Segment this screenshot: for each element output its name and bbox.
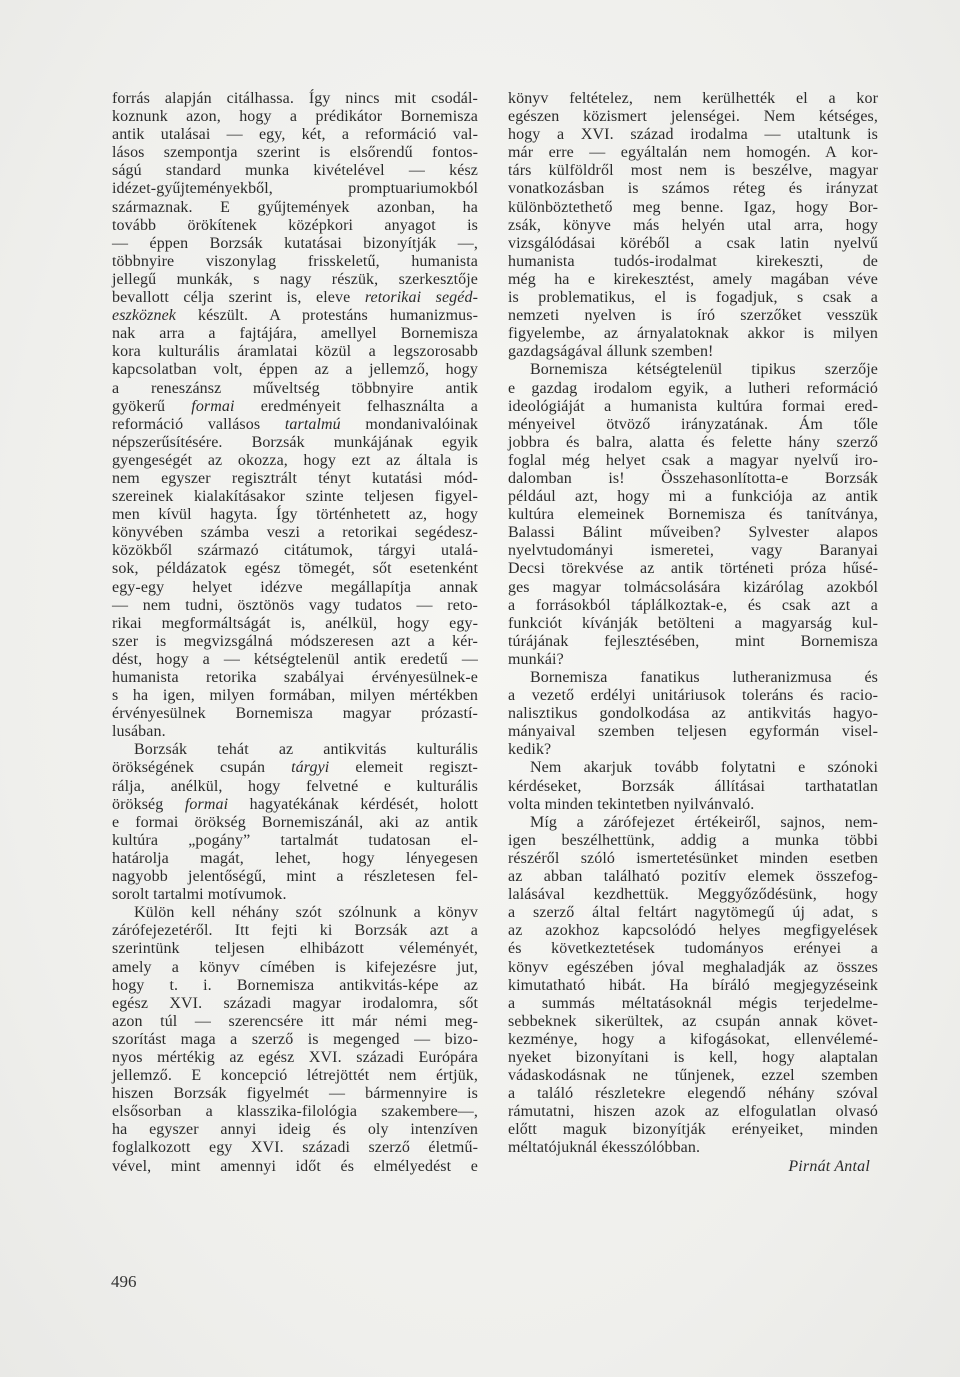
text-line: rikai megformáltságát is, anélkül, hogy egy- <box>112 614 478 632</box>
text-line: humanista tudós-irodalmat kirekeszti, de <box>508 252 878 270</box>
text-line: ideológiáját a humanista kultúra formai ered- <box>508 397 878 415</box>
text-line: koznunk azon, hogy a prédikátor Bornemisza <box>112 108 478 126</box>
text-line: szer is megvizsgálná módszeresen azt a kér- <box>112 632 478 650</box>
text-line: nyos mértékig az egész XVI. századi Európára <box>112 1048 478 1066</box>
text-line: jellemző. E koncepció létrejöttét nem értjük, <box>112 1067 478 1085</box>
text-line: vádaskodásnak ne tűnjenek, ezzel szemben <box>508 1067 878 1085</box>
text-line: Bornemisza fanatikus lutheranizmusa és <box>530 669 878 686</box>
text-line: társ külföldről most nem is beszélve, magyar <box>508 162 878 180</box>
text-line: ményeivel ötvöző irányzatának. Ám tőle <box>508 415 878 433</box>
text-line: szerintünk teljesen elhibázott véleményét, <box>112 940 478 958</box>
text-line: nak arra a fajtájára, amellyel Bornemisza <box>112 325 478 343</box>
right-column <box>508 90 878 1158</box>
text-line: mányaival szemben teljesen egyformán visel- <box>508 723 878 741</box>
text-line: lusában. <box>112 723 166 741</box>
text-line: a summás méltatásoknál mégis terjedelme- <box>508 994 878 1012</box>
text-line: vével, mint amennyi időt és elmélyedést e <box>112 1157 478 1175</box>
text-line: a szerző által feltárt nagytömegű új adat, s <box>508 904 878 922</box>
text-line: részéről szóló ismertetésünket minden esetben <box>508 849 878 867</box>
text-line: kultúra „pogány” tartalmát tudatosan el- <box>112 831 478 849</box>
text-line: dalomban is! Összehasonlította-e Borzsák <box>508 469 878 487</box>
text-line: humanista retorika szabályai érvényesülnek-e <box>112 669 478 686</box>
text-line: nemzeti nyelven is író szerzőket vesszük <box>508 307 878 325</box>
text-line: nem egyszer regisztrált tényt kutatási mód- <box>112 469 478 487</box>
text-line: nyeket bizonyítani is kell, hogy alaptalan <box>508 1048 878 1066</box>
text-line: hogy a XVI. század irodalma — utaltunk is <box>508 126 878 144</box>
text-line: Borzsák tehát az antikvitás kulturális <box>134 741 478 759</box>
text-run: elemeit regiszt- <box>329 759 478 777</box>
text-line: kapcsolatban volt, éppen az a jellemző, hogy <box>112 361 478 379</box>
text-run: mondanivalóinak <box>340 415 479 433</box>
text-line: elsősorban a klasszika-filológia szakembere—, <box>112 1103 478 1121</box>
text-line: a forrásokból táplálkoztak-e, és csak azt a <box>508 596 878 614</box>
text-line: azon túl — szerencsére itt már némi meg- <box>112 1012 478 1030</box>
text-line: a reneszánsz műveltség többnyire antik <box>112 379 478 397</box>
text-line: — éppen Borzsák kutatásai bizonyítják —, <box>112 234 478 252</box>
italic-run: formai <box>191 397 235 415</box>
text-line: dést, hogy a — kétségtelenül antik eredetű — <box>112 650 478 668</box>
text-line: vonatkozásban is számos réteg és irányzat <box>508 180 878 198</box>
text-line: hiszen Borzsák figyelmét — bármennyire is <box>112 1085 478 1103</box>
text-line: volta minden tekintetben nyilvánvaló. <box>508 795 755 813</box>
text-line: egészen közismert jelenségei. Nem kétséges, <box>508 108 878 126</box>
text-line <box>112 416 478 434</box>
text-line: Míg a zárófejezet értékeiről, sajnos, nem- <box>530 813 878 831</box>
text-line: egész XVI. századi magyar irodalomra, sőt <box>112 994 478 1012</box>
text-run: készült. A protestáns humanizmus- <box>176 307 478 325</box>
italic-run: formai <box>184 795 229 813</box>
text-line: — nem tudni, ösztönös vagy tudatos — reto- <box>112 596 478 614</box>
text-line: kedik? <box>508 741 552 759</box>
text-line: antik utalásai — egy, két, a reformáció val- <box>112 126 478 144</box>
text-run: eredményeit felhasználta a <box>234 397 478 415</box>
text-line: men kívül hagyta. Így történhetett az, hogy <box>112 506 478 524</box>
text-line: hogy t. i. Bornemisza antikvitás-képe az <box>112 976 478 994</box>
text-run: reformáció vallásos <box>112 415 285 433</box>
text-line: kimutatható hibát. Ha bíráló megjegyzéseink <box>508 976 878 994</box>
text-line: különböztethető meg benne. Igaz, hogy Bor- <box>508 198 878 216</box>
text-line: könyv feltételez, nem kerülhették el a kor <box>508 90 878 107</box>
page-number: 496 <box>111 1272 137 1291</box>
text-line <box>112 289 478 307</box>
text-line: s ha igen, milyen formában, milyen mértékben <box>112 687 478 705</box>
text-line <box>112 307 478 325</box>
text-line: és következtetések tudományos erényei a <box>508 940 878 958</box>
text-line: könyv egészében jóval meghaladják az összes <box>508 958 878 976</box>
italic-run: tárgyi <box>291 759 330 777</box>
text-line: Decsi törekvése az antik történeti próza hűsé- <box>508 560 878 578</box>
text-run: hagyatékának kérdését, holott <box>228 795 478 813</box>
text-line: ha egyszer annyi ideig és oly intenzíven <box>112 1121 478 1139</box>
text-run: örökségének csupán <box>112 759 292 777</box>
text-run: örökség <box>112 795 185 813</box>
italic-run: retorikai segéd- <box>364 289 478 307</box>
italic-run: eszköznek <box>112 307 176 325</box>
text-line: munkái? <box>508 650 564 668</box>
left-column <box>112 90 478 1176</box>
text-line: származnak. E gyűjtemények azonban, ha <box>112 198 478 216</box>
text-line: érvényesülnek Bornemisza magyar prózastí- <box>112 705 478 723</box>
text-line: nyelvtudományi ismeretei, vagy Baranyai <box>508 542 878 560</box>
text-line: idézet-gyűjteményekből, promptuariumokból <box>112 180 478 198</box>
text-line: zsák, könyve más helyén utal arra, hogy <box>508 216 878 234</box>
text-line: a találó részletekre elegendő néhány szóval <box>508 1085 878 1103</box>
text-line: sok, példázatok egész tömegét, sőt esetenként <box>112 560 478 578</box>
text-line: figyelembe, az árnyalatoknak akkor is milyen <box>508 325 878 343</box>
text-line: foglal még helyet csak a magyar nyelvű iro- <box>508 451 878 469</box>
text-line: ges magyar tolmácsolására kizárólag azokból <box>508 578 878 596</box>
text-line: funkciót kívánják betölteni a magyarság kul- <box>508 614 878 632</box>
text-line: jobbra és balra, alatta és felette hány szerző <box>508 433 878 451</box>
text-line: kezménye, hogy a kifogásokat, ellenvélemé- <box>508 1030 878 1048</box>
text-run: bevallott célja szerint is, eleve <box>112 289 365 307</box>
text-line: az abban található pozitív elemek összefog- <box>508 868 878 886</box>
text-line: határolja magát, lehet, hogy lényegesen <box>112 849 478 867</box>
text-line: egy-egy helyet idézve megállapítja annak <box>112 578 478 596</box>
text-line: lásos szempontja szerint is elsőrendű fontos- <box>112 144 478 162</box>
text-line: népszerűsítésére. Borzsák munkájának egyik <box>112 433 478 451</box>
text-line: Külön kell néhány szót szólnunk a könyv <box>134 904 478 922</box>
text-line: méltatójuknál ékesszólóbban. <box>508 1139 701 1157</box>
text-line: foglalkozott egy XVI. századi szerző életmű- <box>112 1139 478 1157</box>
text-line: forrás alapján citálhassa. Így nincs mit csodál- <box>112 90 478 107</box>
text-line: Nem akarjuk tovább folytatni e szónoki <box>530 759 878 777</box>
text-line <box>112 796 478 814</box>
text-line: lalásával kezdhettük. Meggyőződésünk, hogy <box>508 886 878 904</box>
text-line: sorolt tartalmi motívumok. <box>112 886 287 904</box>
text-line: sebbeknek sikerültek, az csupán annak követ- <box>508 1012 878 1030</box>
text-line: kérdéseket, Borzsák állításai tarthatatlan <box>508 777 878 795</box>
text-line: zárófejezetéről. Itt fejti ki Borzsák azt a <box>112 922 478 940</box>
text-line: gyengeségét az okozza, hogy ezt az általa is <box>112 451 478 469</box>
text-line: szorítást maga a szerző is megenged — bizo- <box>112 1030 478 1048</box>
text-line: Balassi Bálint műveiben? Sylvester alapos <box>508 524 878 542</box>
text-line: már erre — egyáltalán nem homogén. A kor- <box>508 144 878 162</box>
text-line <box>112 398 478 416</box>
text-line: kora kulturális áramlatai közül a legszorosabb <box>112 343 478 361</box>
text-line: tovább örökítenek középkori anyagot is <box>112 216 478 234</box>
text-run: gyökerű <box>112 397 192 415</box>
text-line: amely a könyv címében is kifejezésre jut, <box>112 958 478 976</box>
text-line: nagyobb jelentőségű, mint a részletesen fel- <box>112 868 478 886</box>
text-line: például azt, hogy mi a funkciója az antik <box>508 488 878 506</box>
text-line: Bornemisza kétségtelenül tipikus szerzője <box>530 361 878 379</box>
text-line: nalisztikus gondolkodása az antikvitás hagyo- <box>508 705 878 723</box>
text-line: jellegű munkák, s nagy részük, szerkesztője <box>112 270 478 288</box>
text-line: többnyire viszonylag frisskeletű, humanista <box>112 252 478 270</box>
text-line: e gazdag irodalom egyik, a lutheri reformáció <box>508 379 878 397</box>
text-line: e formai örökség Bornemiszánál, aki az antik <box>112 813 478 831</box>
text-line: előtt maguk bizonyítják erényeiket, minden <box>508 1121 878 1139</box>
text-line: túrájának fejlesztésében, mint Bornemisza <box>508 632 878 650</box>
text-line: vizsgálódásai köréből a csak latin nyelvű <box>508 234 878 252</box>
italic-run: tartalmú <box>284 415 341 433</box>
text-line: a vezető erdélyi unitáriusok toleráns és racio- <box>508 687 878 705</box>
text-line: rálja, anélkül, hogy felvetné e kulturális <box>112 777 478 795</box>
text-line: gazdagságával állunk szemben! <box>508 343 714 361</box>
text-line: rámutatni, hiszen azok az elfogulatlan olvasó <box>508 1103 878 1121</box>
text-line: könyvében számba veszi a retorikai segédesz- <box>112 524 478 542</box>
text-line: igen beszélhettünk, addig a munka többi <box>508 831 878 849</box>
text-line: még ha e kirekesztést, amely magában véve <box>508 270 878 288</box>
text-line: ságú standard munka kivételével — kész <box>112 162 478 180</box>
text-line: kultúra elemeinek Bornemisza és tanítványa, <box>508 506 878 524</box>
author-signature: Pirnát Antal <box>788 1158 870 1175</box>
text-line: szereinek kialakításakor szinte teljesen figyel- <box>112 488 478 506</box>
text-line <box>112 759 478 777</box>
text-line: is problematikus, el is fogadjuk, s csak a <box>508 289 878 307</box>
text-line: az azokhoz kapcsolódó helyes megfigyelések <box>508 922 878 940</box>
text-line: közökből származó citátumok, tárgyi utalá- <box>112 542 478 560</box>
